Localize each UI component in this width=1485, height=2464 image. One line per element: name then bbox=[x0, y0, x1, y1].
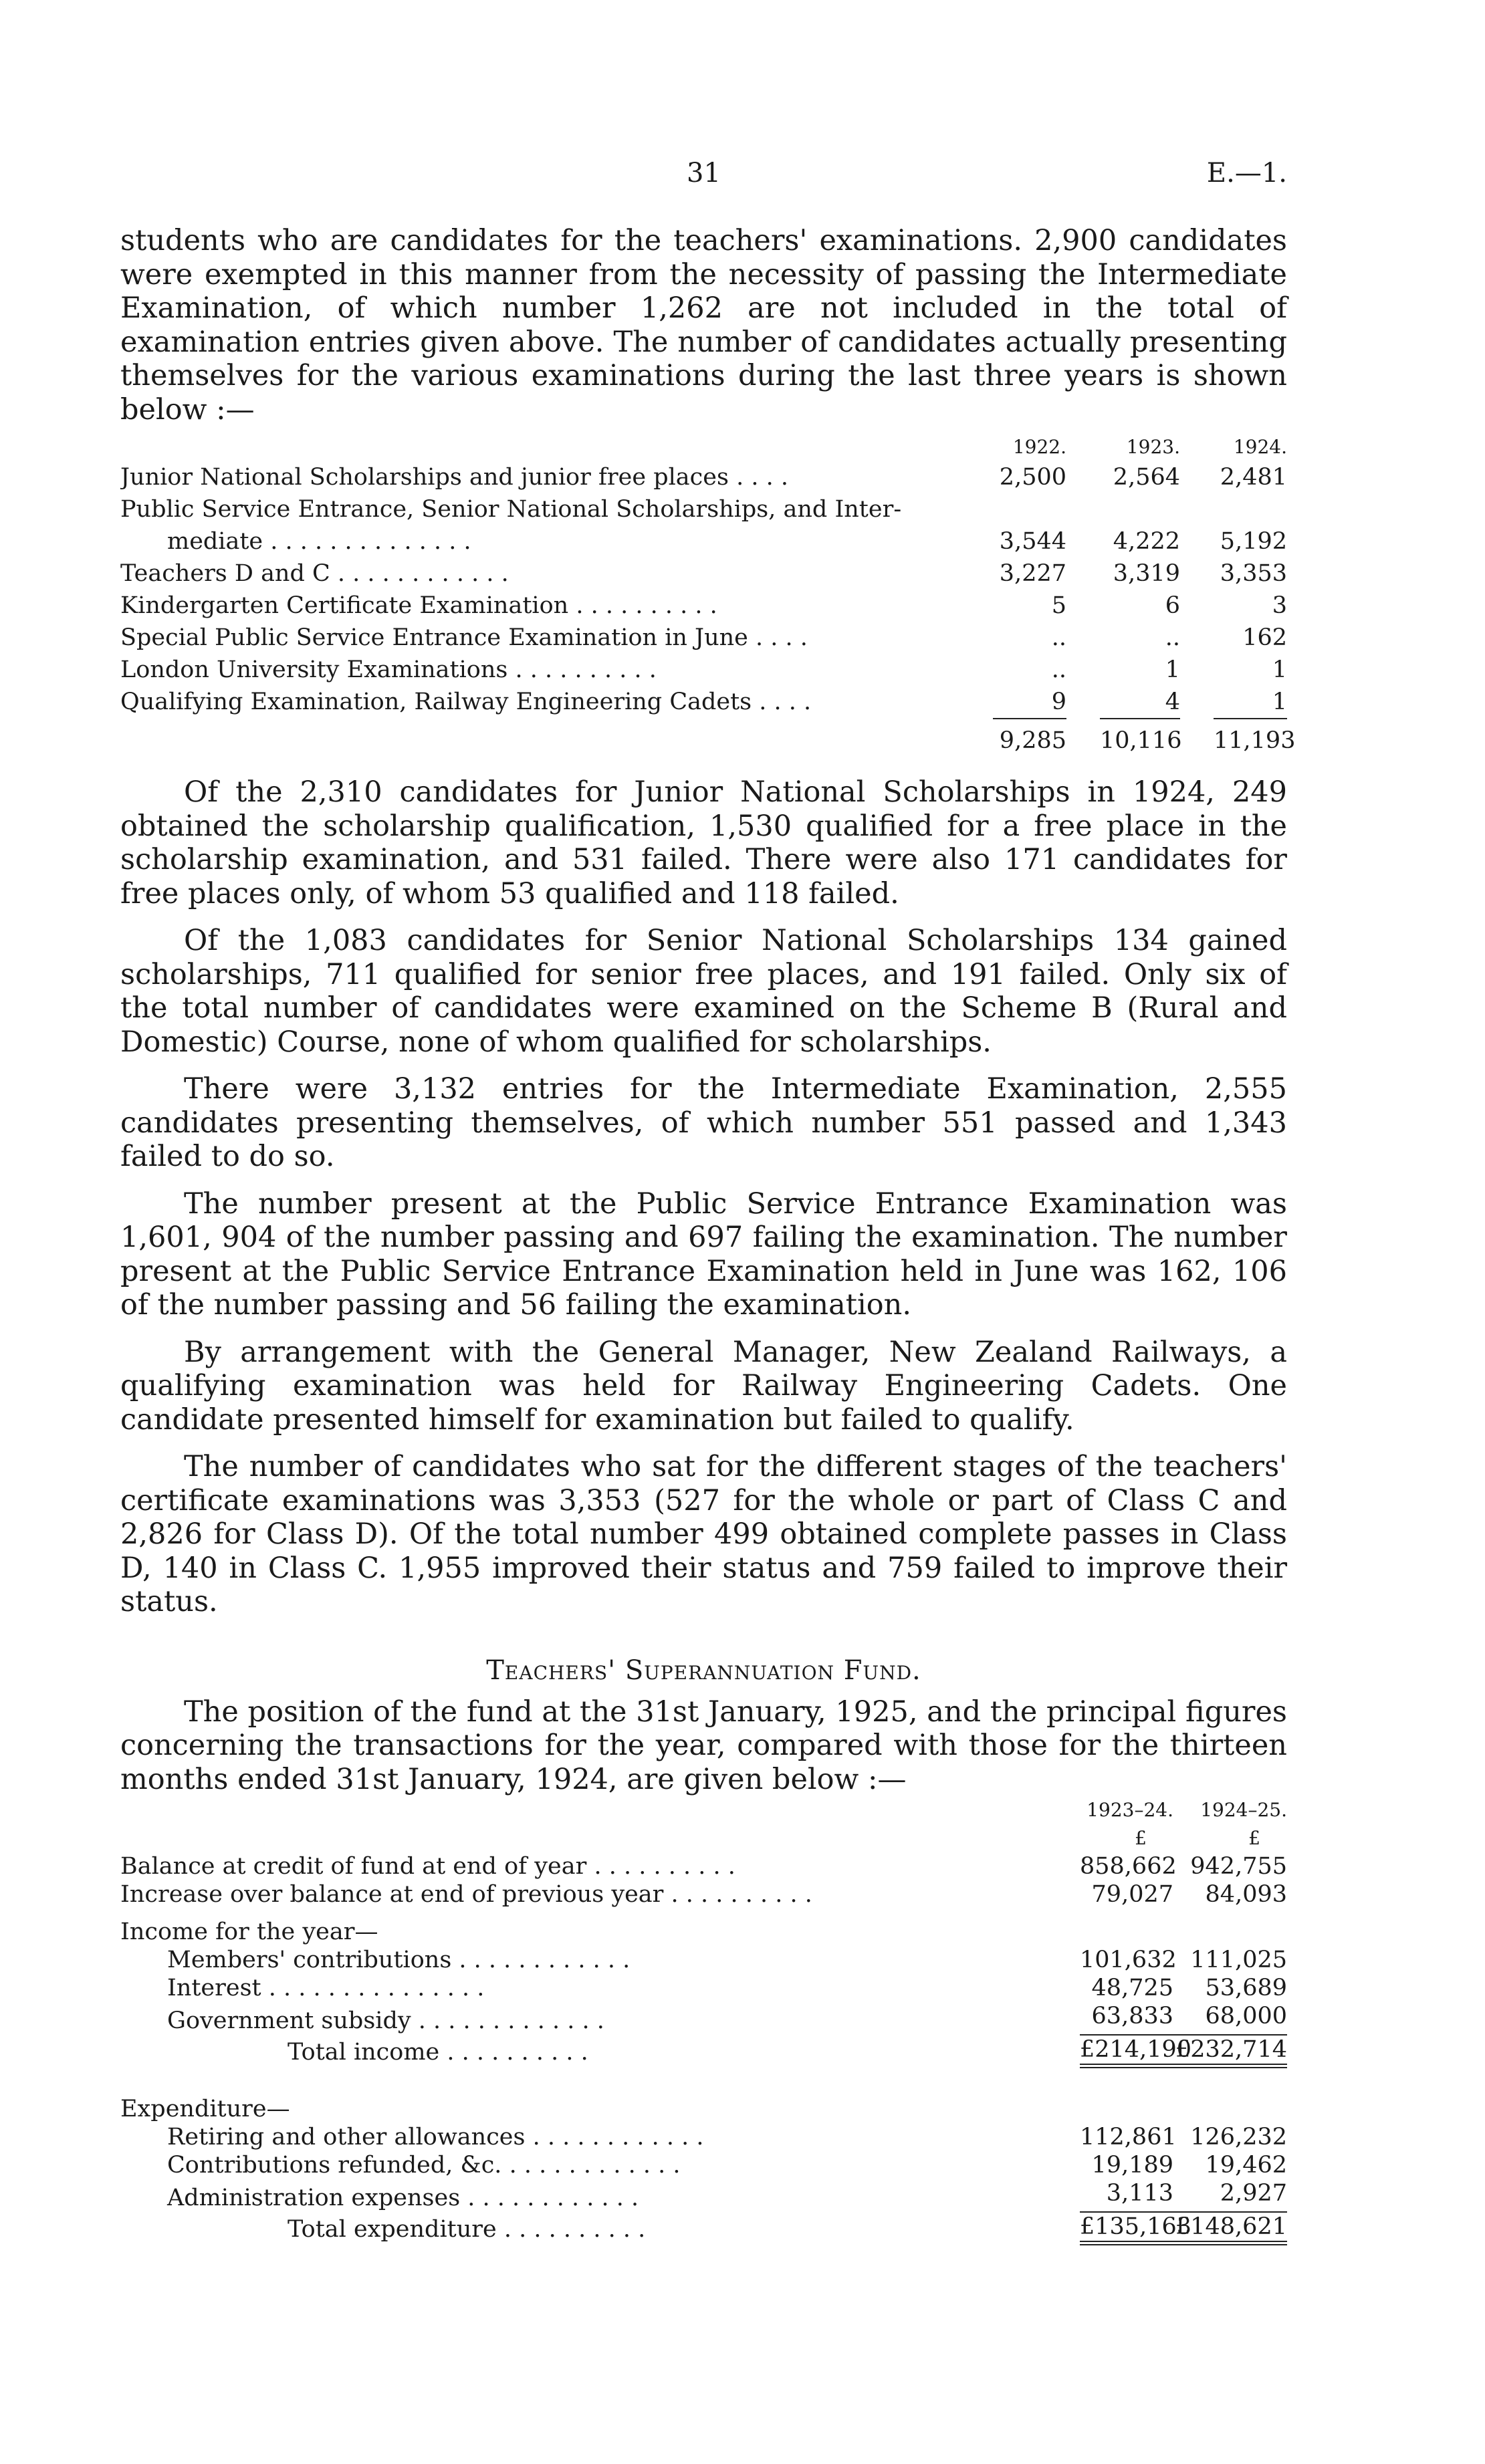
leader-dots: . . . . . . . . . . bbox=[507, 656, 657, 683]
value-cell: 19,189 bbox=[1091, 2152, 1173, 2179]
value-cell: 53,689 bbox=[1205, 1975, 1287, 2001]
row-label: Public Service Entrance, Senior National Scholarships, and Inter- bbox=[120, 496, 902, 523]
value-cell: 84,093 bbox=[1205, 1881, 1287, 1908]
row-label: Kindergarten Certificate Examination bbox=[120, 592, 569, 619]
currency-symbol: £ bbox=[1248, 1827, 1260, 1849]
total-cell: 10,116 bbox=[1066, 718, 1180, 762]
year-header: 1923. bbox=[1126, 436, 1180, 458]
value-cell bbox=[1066, 493, 1180, 525]
value-cell: .. bbox=[1051, 624, 1066, 651]
year-header: 1924. bbox=[1233, 436, 1287, 458]
year-header: 1922. bbox=[1012, 436, 1066, 458]
value-cell: 63,833 bbox=[1080, 2002, 1173, 2035]
balance-row bbox=[120, 1852, 1287, 1880]
leader-dots: . . . . . . . . . . bbox=[439, 2038, 588, 2066]
value-cell: 2,927 bbox=[1173, 2179, 1287, 2212]
value-cell: 5 bbox=[1051, 592, 1066, 619]
value-cell: 5,192 bbox=[1220, 528, 1287, 555]
year-header: 1924–25. bbox=[1200, 1799, 1287, 1821]
expenditure-row bbox=[120, 2179, 1287, 2212]
income-row bbox=[120, 2002, 1287, 2035]
leader-dots: . . . . . . . . . . bbox=[568, 592, 717, 619]
value-cell: 1 bbox=[1272, 689, 1287, 715]
total-cell: 11,193 bbox=[1180, 718, 1287, 762]
expenditure-row bbox=[120, 2123, 1287, 2151]
leader-dots: . . . . bbox=[752, 689, 812, 715]
leader-dots: . . . . . . . . . . bbox=[663, 1881, 812, 1908]
total-cell: 9,285 bbox=[959, 718, 1066, 762]
value-cell: 4 bbox=[1165, 689, 1180, 715]
value-cell: 3 bbox=[1272, 592, 1287, 619]
exam-year-header bbox=[120, 433, 1287, 461]
exam-row bbox=[120, 590, 1287, 622]
fund-year-header bbox=[120, 1796, 1287, 1824]
exam-row bbox=[120, 525, 1287, 558]
exam-row bbox=[120, 461, 1287, 493]
body-paragraphs bbox=[120, 775, 1287, 1619]
value-cell: 101,632 bbox=[1080, 1947, 1177, 1973]
value-cell: 68,000 bbox=[1173, 2002, 1287, 2035]
row-label: Administration expenses bbox=[167, 2185, 461, 2211]
value-cell: 4,222 bbox=[1113, 528, 1180, 555]
value-cell bbox=[959, 493, 1066, 525]
row-label: Teachers D and C bbox=[120, 560, 330, 587]
row-label: Members' contributions bbox=[167, 1947, 452, 1973]
leader-dots: . . . . . . . . . . . . bbox=[501, 2152, 681, 2179]
value-cell bbox=[1180, 493, 1287, 525]
leader-dots: . . . . . . . . . . . . bbox=[460, 2185, 639, 2211]
superannuation-fund-table bbox=[120, 1796, 1287, 2245]
page-number: 31 bbox=[687, 158, 721, 189]
group-heading: Expenditure— bbox=[120, 2096, 290, 2122]
expenditure-row bbox=[120, 2151, 1287, 2179]
value-cell: 126,232 bbox=[1190, 2124, 1287, 2150]
value-cell: 79,027 bbox=[1091, 1881, 1173, 1908]
row-label: Balance at credit of fund at end of year bbox=[120, 1853, 587, 1880]
leader-dots: . . . . . . . . . . . . . . . bbox=[261, 1975, 485, 2001]
value-cell: 48,725 bbox=[1091, 1975, 1173, 2001]
body-paragraph: Of the 2,310 candidates for Junior National Scholarships in 1924, 249 obtained the scholarship qualification, 1,530 qualified for a free place in the scholarship examination, and 531 failed. There were also 171 candidates for free places only, of whom 53 qualified and 118 failed. bbox=[120, 775, 1287, 910]
body-paragraph: There were 3,132 entries for the Intermediate Examination, 2,555 candidates presenting themselves, of which number 551 passed and 1,343 failed to do so. bbox=[120, 1072, 1287, 1173]
value-cell: 3,227 bbox=[999, 560, 1066, 587]
value-cell: £214,190 bbox=[1080, 2035, 1173, 2066]
exam-row bbox=[120, 686, 1287, 718]
leader-dots: . . . . . . . . . . . . bbox=[451, 1947, 631, 1973]
leader-dots: . . . . . . . . . . . . bbox=[330, 560, 509, 587]
row-label: Total expenditure bbox=[288, 2215, 497, 2243]
body-paragraph: Of the 1,083 candidates for Senior National Scholarships 134 gained scholarships, 711 qualified for senior free places, and 191 failed. Only six of the total number of candidates were examined on the Scheme B (Rural and Domestic) Course, none of whom qualified for scholarships. bbox=[120, 924, 1287, 1059]
value-cell: £135,163 bbox=[1080, 2212, 1173, 2243]
page-header bbox=[120, 158, 1287, 198]
page-body bbox=[120, 224, 1296, 2245]
total-income-row bbox=[120, 2035, 1287, 2066]
leader-dots: . . . . bbox=[728, 464, 788, 491]
exam-row bbox=[120, 493, 1287, 525]
exam-row bbox=[120, 622, 1287, 654]
value-cell: 858,662 bbox=[1080, 1853, 1177, 1880]
value-cell: 2,564 bbox=[1113, 464, 1180, 491]
row-label: Increase over balance at end of previous year bbox=[120, 1881, 664, 1908]
row-label: Government subsidy bbox=[167, 2007, 411, 2034]
intro-paragraph: students who are candidates for the teachers' examinations. 2,900 candidates were exempted in this manner from the necessity of passing the Intermediate Examination, of which number 1,262 are not included in the total of examination entries given above. The number of candidates actually presenting themselves for the various examinations during the last three years is shown below :— bbox=[120, 224, 1287, 426]
leader-dots: . . . . . . . . . . . . . . bbox=[263, 528, 471, 555]
value-cell: 942,755 bbox=[1190, 1853, 1287, 1880]
row-label: Total income bbox=[288, 2038, 440, 2066]
spacer-row bbox=[120, 2066, 1287, 2089]
value-cell: 1 bbox=[1272, 656, 1287, 683]
exam-total-row bbox=[120, 718, 1287, 762]
income-row bbox=[120, 1974, 1287, 2002]
income-row bbox=[120, 1946, 1287, 1974]
section-heading: Teachers' Superannuation Fund. bbox=[486, 1654, 921, 1686]
value-cell: £148,621 bbox=[1173, 2212, 1287, 2243]
balance-row bbox=[120, 1880, 1287, 1908]
value-cell: 6 bbox=[1165, 592, 1180, 619]
currency-symbol: £ bbox=[1135, 1827, 1147, 1849]
value-cell: 3,113 bbox=[1080, 2179, 1173, 2212]
income-heading-row bbox=[120, 1908, 1287, 1946]
exam-row bbox=[120, 558, 1287, 590]
body-paragraph: The number of candidates who sat for the different stages of the teachers' certificate examinations was 3,353 (527 for the whole or part of Class C and 2,826 for Class D). Of the total number 499 obtained complete passes in Class D, 140 in Class C. 1,955 improved their status and 759 failed to improve their status. bbox=[120, 1450, 1287, 1618]
leader-dots: . . . . . . . . . . . . bbox=[525, 2124, 704, 2150]
exam-candidates-table bbox=[120, 433, 1296, 762]
group-heading: Income for the year— bbox=[120, 1919, 378, 1945]
value-cell: 162 bbox=[1242, 624, 1287, 651]
value-cell: 2,481 bbox=[1220, 464, 1287, 491]
row-label: Junior National Scholarships and junior free places bbox=[120, 464, 729, 491]
leader-dots: . . . . . . . . . . bbox=[586, 1853, 735, 1880]
value-cell: 3,319 bbox=[1113, 560, 1180, 587]
leader-dots: . . . . bbox=[748, 624, 808, 651]
value-cell: £232,714 bbox=[1173, 2035, 1287, 2066]
fund-intro-paragraph: The position of the fund at the 31st January, 1925, and the principal figures concerning the transactions for the year, compared with those for the thirteen months ended 31st January, 1924, are given below :— bbox=[120, 1695, 1287, 1796]
body-paragraph: By arrangement with the General Manager, New Zealand Railways, a qualifying examination was held for Railway Engineering Cadets. One candidate presented himself for examination but failed to qualify. bbox=[120, 1335, 1287, 1437]
total-expenditure-row bbox=[120, 2212, 1287, 2243]
row-label: London University Examinations bbox=[120, 656, 508, 683]
value-cell: .. bbox=[1051, 656, 1066, 683]
row-label: Retiring and other allowances bbox=[167, 2124, 526, 2150]
value-cell: 111,025 bbox=[1190, 1947, 1287, 1973]
value-cell: 9 bbox=[1051, 689, 1066, 715]
row-label: Qualifying Examination, Railway Engineering Cadets bbox=[120, 689, 752, 715]
expenditure-heading-row bbox=[120, 2088, 1287, 2123]
value-cell: 19,462 bbox=[1205, 2152, 1287, 2179]
value-cell: .. bbox=[1165, 624, 1180, 651]
document-reference: E.—1. bbox=[1206, 158, 1287, 189]
currency-header bbox=[120, 1824, 1287, 1852]
row-label: mediate bbox=[167, 528, 263, 555]
value-cell: 2,500 bbox=[999, 464, 1066, 491]
exam-row bbox=[120, 654, 1287, 686]
leader-dots: . . . . . . . . . . . . . bbox=[411, 2007, 604, 2034]
row-label: Special Public Service Entrance Examination in June bbox=[120, 624, 748, 651]
value-cell: 3,544 bbox=[999, 528, 1066, 555]
value-cell: 112,861 bbox=[1080, 2124, 1177, 2150]
body-paragraph: The number present at the Public Service Entrance Examination was 1,601, 904 of the number passing and 697 failing the examination. The number present at the Public Service Entrance Examination held in June was 162, 106 of the number passing and 56 failing the examination. bbox=[120, 1187, 1287, 1322]
leader-dots: . . . . . . . . . . bbox=[496, 2215, 646, 2243]
value-cell: 3,353 bbox=[1220, 560, 1287, 587]
row-label: Contributions refunded, &c. bbox=[167, 2152, 502, 2179]
value-cell: 1 bbox=[1165, 656, 1180, 683]
year-header: 1923–24. bbox=[1087, 1799, 1173, 1821]
row-label: Interest bbox=[167, 1975, 261, 2001]
